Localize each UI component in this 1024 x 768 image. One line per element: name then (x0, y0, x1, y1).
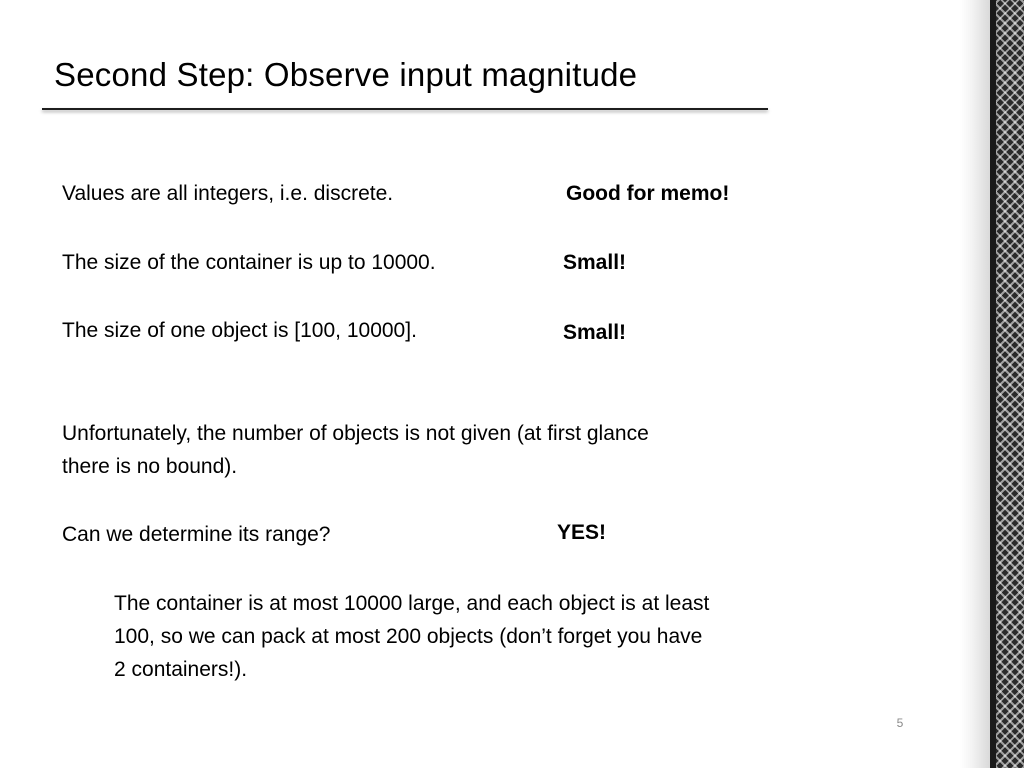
decorative-border-pattern (996, 0, 1024, 768)
question-range: Can we determine its range? (62, 523, 331, 546)
fact-integers: Values are all integers, i.e. discrete. (62, 182, 394, 205)
title-underline (42, 108, 768, 110)
fact-object-size: The size of one object is [100, 10000]. (62, 319, 417, 342)
explanation-line-3: 2 containers!). (114, 658, 248, 681)
explanation-line-1: The container is at most 10000 large, and each object is at least (114, 592, 710, 615)
note-small-container: Small! (563, 251, 627, 274)
note-small-object: Small! (563, 321, 627, 344)
note-good-for-memo: Good for memo! (566, 182, 730, 205)
explanation-line-2: 100, so we can pack at most 200 objects (don’t forget you have (114, 625, 703, 648)
page-number: 5 (896, 716, 904, 730)
fact-container-size: The size of the container is up to 10000. (62, 251, 436, 274)
slide-title: Second Step: Observe input magnitude (54, 56, 638, 93)
answer-yes: YES! (557, 521, 607, 544)
unfortunately-line-2: there is no bound). (62, 455, 238, 478)
unfortunately-line-1: Unfortunately, the number of objects is not given (at first glance (62, 422, 649, 445)
decorative-border-gradient (960, 0, 990, 768)
